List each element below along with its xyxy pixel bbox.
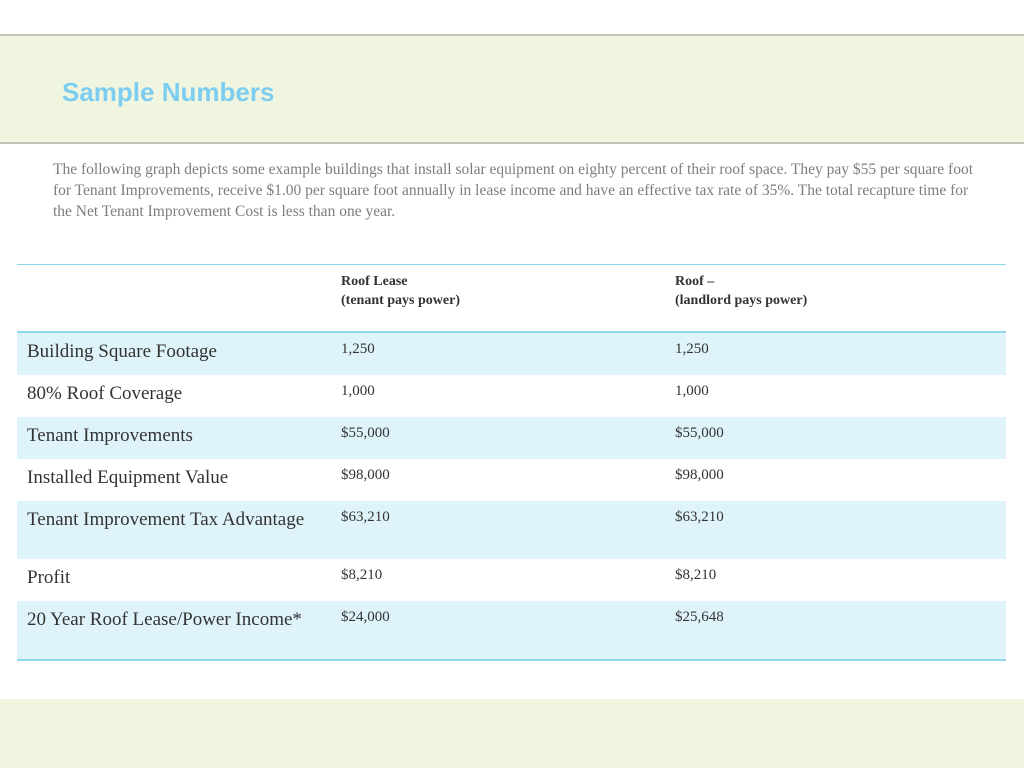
table-row xyxy=(17,501,1006,559)
header-roof-lease-line1: Roof Lease xyxy=(341,274,408,289)
row-label: Tenant Improvement Tax Advantage xyxy=(27,509,305,530)
title-band xyxy=(0,34,1024,144)
roof-landlord-value: 1,250 xyxy=(675,341,709,357)
table-row xyxy=(17,559,1006,601)
table-header-row xyxy=(17,265,1006,333)
roof-landlord-value: 1,000 xyxy=(675,383,709,399)
table-row xyxy=(17,375,1006,417)
header-roof-lease-line2: (tenant pays power) xyxy=(341,293,460,308)
roof-lease-value: $55,000 xyxy=(341,425,390,441)
footer-band xyxy=(0,699,1024,768)
roof-lease-value: $63,210 xyxy=(341,509,390,525)
roof-lease-value: 1,250 xyxy=(341,341,375,357)
page-title: Sample Numbers xyxy=(62,77,275,107)
table-row xyxy=(17,459,1006,501)
table-row xyxy=(17,333,1006,375)
roof-landlord-value: $25,648 xyxy=(675,609,724,625)
row-label: Profit xyxy=(27,567,71,588)
row-label: Tenant Improvements xyxy=(27,425,193,446)
header-roof-lease xyxy=(341,272,460,310)
sample-numbers-table xyxy=(17,264,1006,661)
row-label: 20 Year Roof Lease/Power Income* xyxy=(27,609,302,630)
roof-landlord-value: $55,000 xyxy=(675,425,724,441)
roof-lease-value: 1,000 xyxy=(341,383,375,399)
roof-landlord-value: $8,210 xyxy=(675,567,717,583)
roof-lease-value: $98,000 xyxy=(341,467,390,483)
roof-landlord-value: $63,210 xyxy=(675,509,724,525)
intro-paragraph: The following graph depicts some example buildings that install solar equipment on eighty percent of their roof space. They pay $55 per square foot for Tenant Improvements, receive $1.00 per square foot annually in lease income and have an effective tax rate of 35%. The total recapture time for the Net Tenant Improvement Cost is less than one year. xyxy=(53,161,973,220)
table-row xyxy=(17,601,1006,659)
roof-lease-value: $24,000 xyxy=(341,609,390,625)
header-roof-landlord-line1: Roof – xyxy=(675,274,715,289)
header-roof-landlord-line2: (landlord pays power) xyxy=(675,293,808,308)
table-row xyxy=(17,417,1006,459)
row-label: Building Square Footage xyxy=(27,341,217,362)
row-label: Installed Equipment Value xyxy=(27,467,229,488)
header-roof-landlord xyxy=(675,272,807,310)
roof-landlord-value: $98,000 xyxy=(675,467,724,483)
roof-lease-value: $8,210 xyxy=(341,567,383,583)
row-label: 80% Roof Coverage xyxy=(27,383,183,404)
